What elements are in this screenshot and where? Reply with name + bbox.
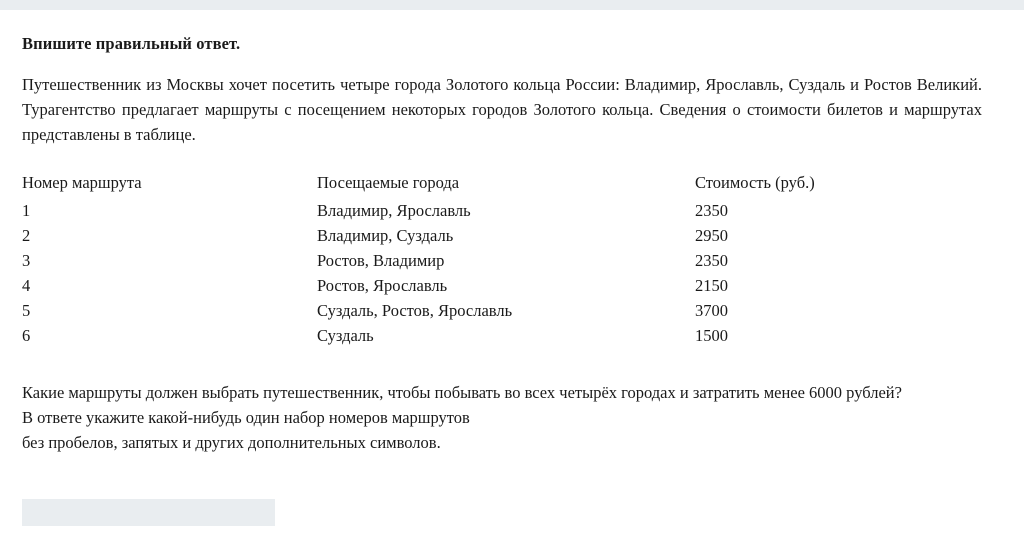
page-title: Впишите правильный ответ.: [22, 34, 241, 53]
cell-cities: Владимир, Ярославль: [317, 201, 471, 220]
top-strip: [0, 0, 1024, 10]
cell-cities: Ростов, Владимир: [317, 251, 445, 270]
cell-route-number: 3: [22, 251, 31, 270]
routes-table: [22, 173, 1002, 352]
table-header-row: [22, 173, 1002, 202]
cell-route-number: 1: [22, 201, 31, 220]
table-row: [22, 302, 1002, 327]
table-row: [22, 277, 1002, 302]
column-header-price: Стоимость (руб.): [695, 173, 815, 192]
column-header-cities: Посещаемые города: [317, 173, 460, 192]
table-row: [22, 327, 1002, 352]
cell-route-number: 6: [22, 326, 31, 345]
cell-cities: Суздаль, Ростов, Ярославль: [317, 301, 513, 320]
cell-price: 1500: [695, 326, 728, 345]
cell-route-number: 2: [22, 226, 31, 245]
table-row: [22, 202, 1002, 227]
cell-price: 2350: [695, 251, 728, 270]
task-intro-text: Путешественник из Москвы хочет посетить четыре города Золотого кольца России: Владимир, Ярославль, Суздаль и Ростов Великий. Турагентство предлагает маршруты с посещением некоторых городов Золотого кольца. Сведения о стоимости билетов и маршрутах представлены в таблице.: [22, 75, 982, 144]
column-header-route-number: Номер маршрута: [22, 173, 142, 192]
table-row: [22, 227, 1002, 252]
cell-price: 2950: [695, 226, 728, 245]
question-line-1: Какие маршруты должен выбрать путешественник, чтобы побывать во всех четырёх городах и затратить менее 6000 рублей?: [22, 383, 902, 402]
answer-input[interactable]: [22, 499, 275, 526]
cell-price: 2350: [695, 201, 728, 220]
cell-price: 2150: [695, 276, 728, 295]
cell-price: 3700: [695, 301, 728, 320]
cell-route-number: 4: [22, 276, 31, 295]
cell-cities: Ростов, Ярославль: [317, 276, 448, 295]
cell-route-number: 5: [22, 301, 31, 320]
table-row: [22, 252, 1002, 277]
cell-cities: Суздаль: [317, 326, 374, 345]
question-line-2: В ответе укажите какой-нибудь один набор номеров маршрутов: [22, 408, 470, 427]
cell-cities: Владимир, Суздаль: [317, 226, 454, 245]
task-page: [0, 10, 1024, 526]
question-block: [22, 380, 1002, 455]
question-line-3: без пробелов, запятых и других дополнительных символов.: [22, 433, 441, 452]
